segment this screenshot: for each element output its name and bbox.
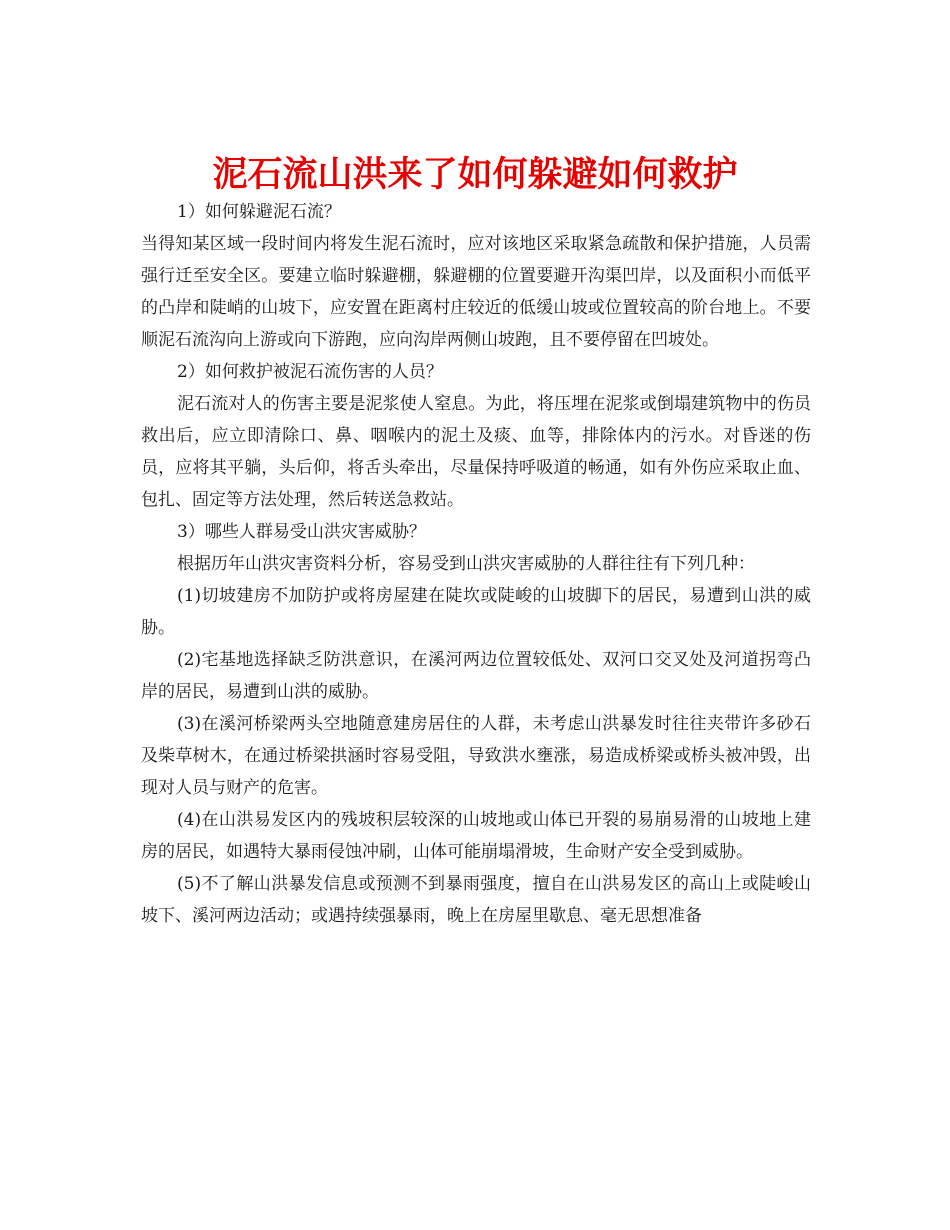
list-item-1: (1)切坡建房不加防护或将房屋建在陡坎或陡峻的山坡脚下的居民，易遭到山洪的威胁。 [141, 586, 811, 638]
answer-paragraph-1: 当得知某区域一段时间内将发生泥石流时，应对该地区采取紧急疏散和保护措施，人员需强行迁至安全区。要建立临时躲避棚，躲避棚的位置要避开沟渠凹岸，以及面积小而低平的凸岸和陡峭的山坡下，应安置在距离村庄较近的低缓山坡或位置较高的阶台地上。不要顺泥石流沟向上游或向下游跑，应向沟岸两侧山坡跑，且不要停留在凹坡处。 [141, 234, 811, 350]
question-heading-3: 3）哪些人群易受山洪灾害威胁？ [177, 522, 426, 542]
document-body [141, 196, 811, 932]
list-item-3: (3)在溪河桥梁两头空地随意建房居住的人群，未考虑山洪暴发时往往夹带许多砂石及柴草树木，在通过桥梁拱涵时容易受阻，导致洪水壅涨，易造成桥梁或桥头被冲毁，出现对人员与财产的危害。 [141, 714, 811, 798]
list-item-2: (2)宅基地选择缺乏防洪意识，在溪河两边位置较低处、双河口交叉处及河道拐弯凸岸的居民，易遭到山洪的威胁。 [141, 650, 811, 702]
answer-paragraph-3: 根据历年山洪灾害资料分析，容易受到山洪灾害威胁的人群往往有下列几种： [177, 554, 755, 574]
page-title: 泥石流山洪来了如何躲避如何救护 [212, 154, 738, 196]
list-item-4: (4)在山洪易发区内的残坡积层较深的山坡地或山体已开裂的易崩易滑的山坡地上建房的居民，如遇特大暴雨侵蚀冲刷，山体可能崩塌滑坡，生命财产安全受到威胁。 [141, 810, 811, 862]
question-heading-1: 1）如何躲避泥石流？ [177, 202, 341, 222]
question-heading-2: 2）如何救护被泥石流伤害的人员？ [177, 362, 443, 382]
list-item-5: (5)不了解山洪暴发信息或预测不到暴雨强度，擅自在山洪易发区的高山上或陡峻山坡下、溪河两边活动；或遇持续强暴雨，晚上在房屋里歇息、毫无思想准备 [141, 874, 811, 926]
answer-paragraph-2: 泥石流对人的伤害主要是泥浆使人窒息。为此，将压埋在泥浆或倒塌建筑物中的伤员救出后，应立即清除口、鼻、咽喉内的泥土及痰、血等，排除体内的污水。对昏迷的伤员，应将其平躺，头后仰，将舌头牵出，尽量保持呼吸道的畅通，如有外伤应采取止血、包扎、固定等方法处理，然后转送急救站。 [141, 394, 811, 510]
